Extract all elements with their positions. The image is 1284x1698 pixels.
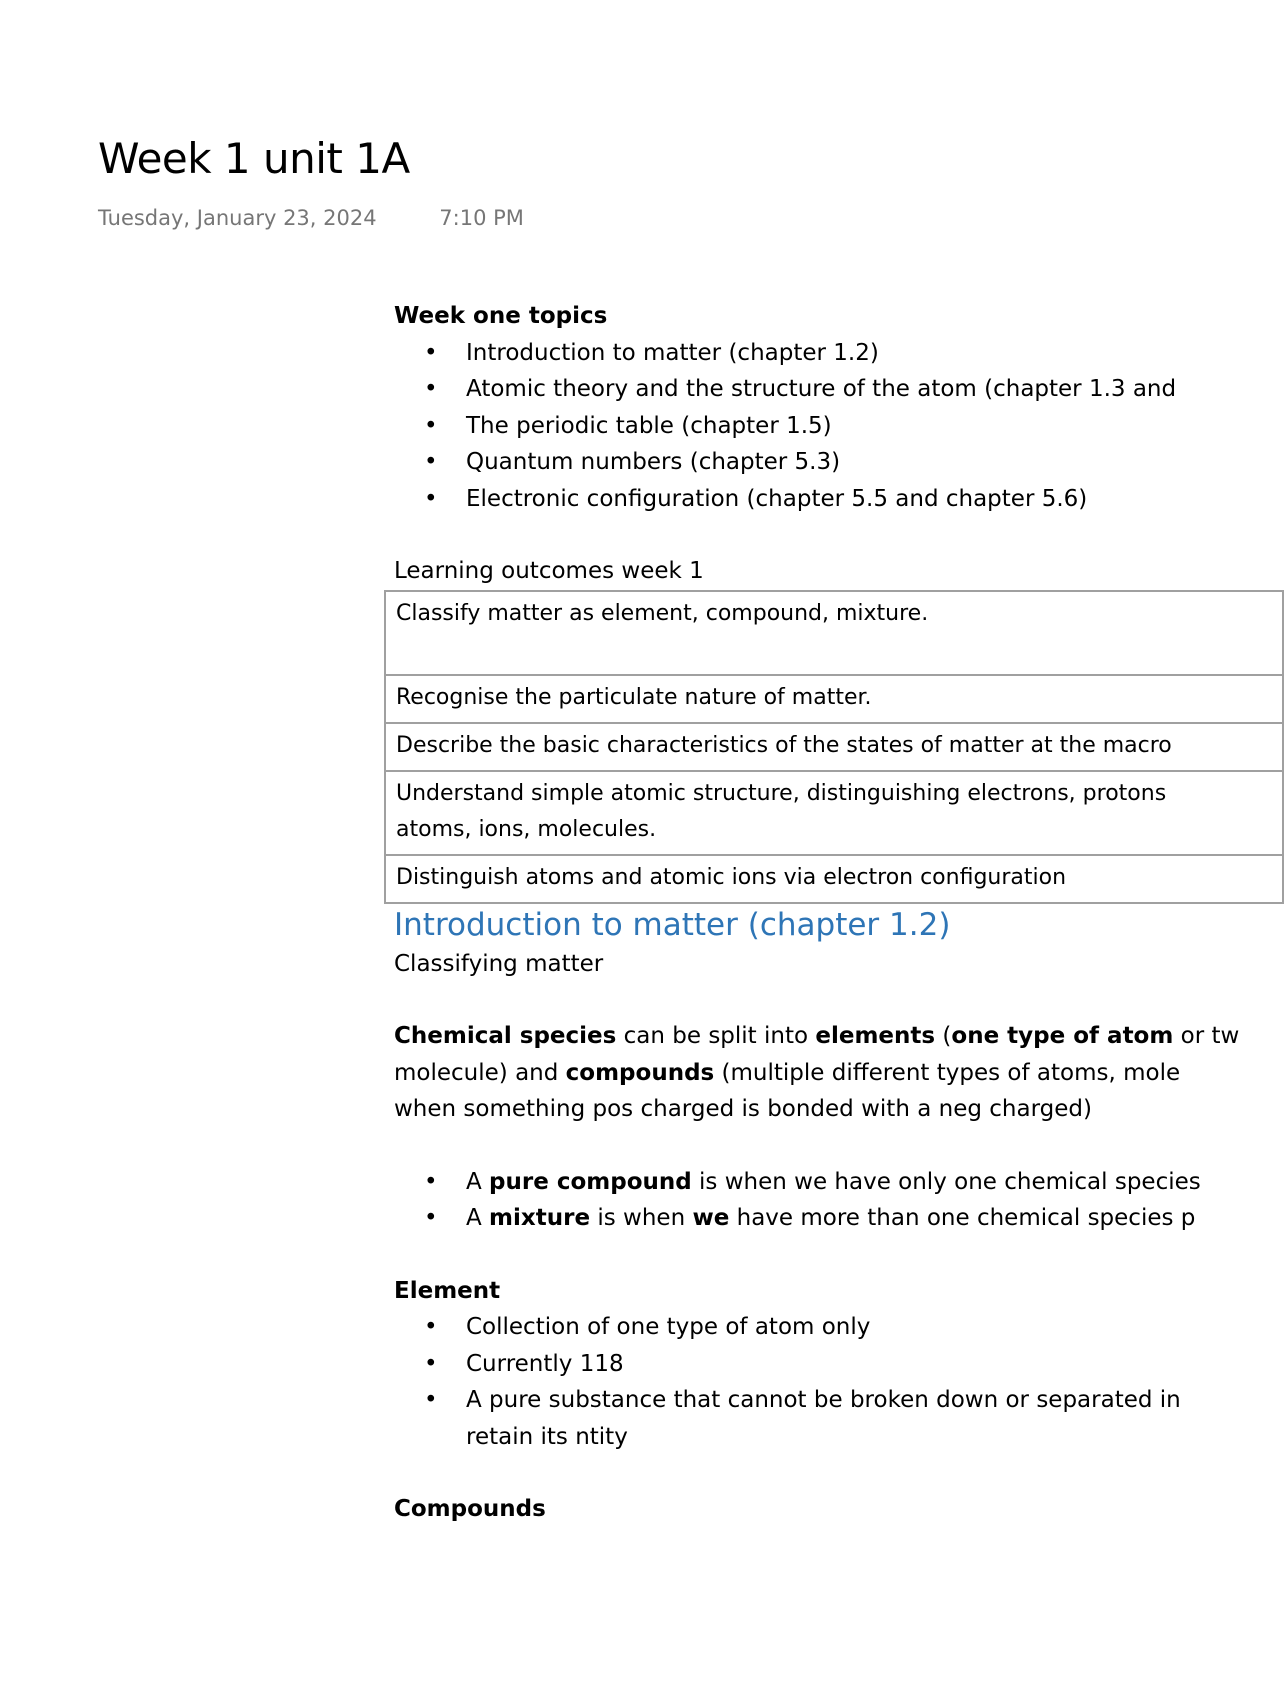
list-item: • Collection of one type of atom only — [394, 1309, 1200, 1346]
spacer — [394, 1128, 1200, 1164]
spacer — [394, 1455, 1200, 1491]
outcomes-label: Learning outcomes week 1 — [394, 558, 704, 584]
page-time: 7:10 PM — [439, 206, 524, 230]
table-cell[interactable]: Classify matter as element, compound, mixture. — [385, 591, 1283, 675]
table-cell-line: Understand simple atomic structure, distinguishing electrons, protons — [396, 780, 1167, 806]
table-row — [385, 723, 1283, 771]
page-meta — [98, 206, 524, 230]
note-content[interactable] — [394, 298, 1240, 1528]
page-title: Week 1 unit 1A — [98, 134, 410, 183]
element-list — [394, 1309, 1200, 1455]
list-item: • Quantum numbers (chapter 5.3) — [394, 444, 1200, 481]
table-cell[interactable]: Distinguish atoms and atomic ions via electron configuration — [385, 855, 1283, 903]
table-cell[interactable] — [385, 771, 1283, 855]
section-heading: Introduction to matter (chapter 1.2) — [394, 906, 951, 943]
table-cell[interactable]: Recognise the particulate nature of matter. — [385, 675, 1283, 723]
table-cell-line: atoms, ions, molecules. — [396, 816, 657, 842]
list-item: • A pure substance that cannot be broken down or separated in retain its ntity — [394, 1382, 1200, 1455]
paragraph-line: when something pos charged is bonded with a neg charged) — [394, 1096, 1092, 1122]
table-row — [385, 675, 1283, 723]
table-row — [385, 771, 1283, 855]
table-row — [385, 591, 1283, 675]
list-item: • A mixture is when we have more than one chemical species p — [394, 1200, 1200, 1237]
element-heading: Element — [394, 1277, 501, 1304]
spacer — [394, 982, 1200, 1018]
list-item: • Currently 118 — [394, 1346, 1200, 1383]
table-cell[interactable]: Describe the basic characteristics of the states of matter at the macro — [385, 723, 1283, 771]
page-bottom-cutoff — [0, 1578, 1200, 1698]
paragraph-line: Chemical species can be split into elements (one type of atom or tw — [394, 1023, 1240, 1049]
list-item: • Atomic theory and the structure of the atom (chapter 1.3 and — [394, 371, 1200, 408]
list-item-continuation: retain its ntity — [466, 1423, 628, 1450]
topics-heading: Week one topics — [394, 303, 608, 329]
outcomes-table[interactable] — [384, 590, 1284, 904]
topics-list — [394, 335, 1200, 518]
page-date: Tuesday, January 23, 2024 — [98, 206, 377, 230]
list-item: • Electronic configuration (chapter 5.5 and chapter 5.6) — [394, 481, 1200, 518]
list-item: • Introduction to matter (chapter 1.2) — [394, 335, 1200, 372]
spacer — [394, 1237, 1200, 1273]
section-subheading: Classifying matter — [394, 950, 604, 977]
paragraph-line: molecule) and compounds (multiple different types of atoms, mole — [394, 1059, 1181, 1086]
spacer — [394, 517, 1200, 553]
table-row — [385, 855, 1283, 903]
list-item: • A pure compound is when we have only one chemical species — [394, 1164, 1200, 1201]
list-item: • The periodic table (chapter 1.5) — [394, 408, 1200, 445]
matter-list — [394, 1164, 1200, 1237]
compounds-heading: Compounds — [394, 1496, 546, 1522]
